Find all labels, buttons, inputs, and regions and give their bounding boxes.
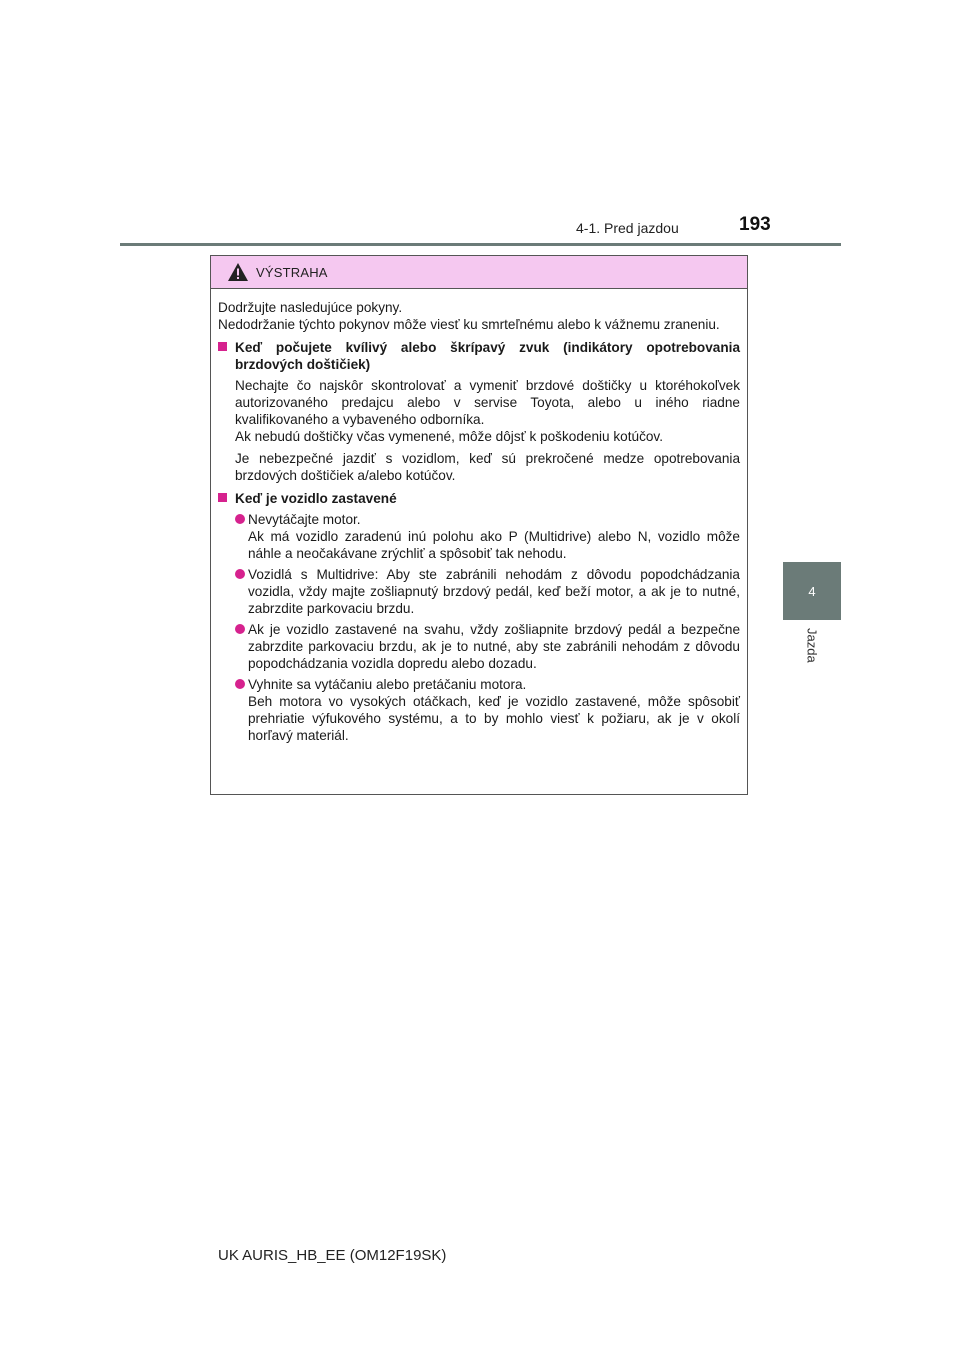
list-item <box>235 621 740 672</box>
warning-triangle-icon <box>227 262 249 282</box>
list-item-line-2: Beh motora vo vysokých otáčkach, keď je vozidlo zastavené, môže spôsobiť prehriatie výfukového systému, a to by mohlo viesť k požiaru, ak je v okolí horľavý materiál. <box>248 694 740 743</box>
brake-pads-text-b: Ak nebudú doštičky včas vymenené, môže dôjsť k poškodeniu kotúčov. <box>235 429 663 444</box>
chapter-label-text: Jazda <box>804 628 820 663</box>
section-heading-brake-noise <box>218 339 740 373</box>
chapter-tab <box>783 562 841 620</box>
list-item-line-2: Ak má vozidlo zaradenú inú polohu ako P (Multidrive) alebo N, vozidlo môže náhle a neočakávane zrýchliť a spôsobiť tak nehodu. <box>248 529 740 561</box>
brake-pads-paragraph <box>235 377 740 445</box>
intro-line-1: Dodržujte nasledujúce pokyny. <box>218 300 403 315</box>
section-heading-vehicle-stopped <box>218 490 740 507</box>
warning-box <box>210 255 748 795</box>
list-item <box>235 676 740 744</box>
brake-pads-text-a: Nechajte čo najskôr skontrolovať a vymeniť brzdové doštičky u ktoréhokoľvek autorizovaného predajcu alebo v servise Toyota, alebo u iného riadne kvalifikovaného a vybaveného odborníka. <box>235 378 740 427</box>
footer-document-code: UK AURIS_HB_EE (OM12F19SK) <box>218 1247 447 1264</box>
page-number: 193 <box>739 214 771 235</box>
header-rule <box>120 243 841 246</box>
list-item-line-1: Vyhnite sa vytáčaniu alebo pretáčaniu motora. <box>248 677 527 692</box>
warning-header <box>211 256 747 289</box>
warning-intro <box>218 299 740 333</box>
chapter-tab-number: 4 <box>808 583 816 599</box>
list-item-text <box>248 676 740 744</box>
list-item <box>235 511 740 562</box>
warning-body <box>211 289 747 744</box>
intro-line-2: Nedodržanie týchto pokynov môže viesť ku smrteľnému alebo k vážnemu zraneniu. <box>218 317 720 332</box>
list-item-text <box>248 566 740 617</box>
list-item-text <box>248 621 740 672</box>
round-bullet-icon <box>235 569 248 579</box>
chapter-tab-label <box>783 628 841 663</box>
warning-title: VÝSTRAHA <box>256 264 328 280</box>
list-item-text <box>248 511 740 562</box>
list-item <box>235 566 740 617</box>
round-bullet-icon <box>235 679 248 689</box>
section-heading-text: Keď je vozidlo zastavené <box>235 491 397 506</box>
wear-limit-paragraph: Je nebezpečné jazdiť s vozidlom, keď sú prekročené medze opotrebovania brzdových doštičiek a/alebo kotúčov. <box>235 451 740 483</box>
list-item-line-1: Ak je vozidlo zastavené na svahu, vždy zošliapnite brzdový pedál a bezpečne zabrzdite parkovaciu brzdu, ak je to nutné, aby ste zabránili nehodám z dôvodu popodchádzania vozidla dopredu alebo dozadu. <box>248 622 740 671</box>
square-bullet-icon <box>218 342 229 351</box>
header-section-title: 4-1. Pred jazdou <box>576 220 679 236</box>
list-item-line-1: Nevytáčajte motor. <box>248 512 361 527</box>
list-item-line-1: Vozidlá s Multidrive: Aby ste zabránili nehodám z dôvodu popodchádzania vozidla, vždy majte zošliapnutý brzdový pedál, keď beží motor, a ak je to nutné, zabrzdite parkovaciu brzdu. <box>248 567 740 616</box>
square-bullet-icon <box>218 493 229 502</box>
round-bullet-icon <box>235 514 248 524</box>
round-bullet-icon <box>235 624 248 634</box>
section-heading-text: Keď počujete kvílivý alebo škrípavý zvuk (indikátory opotrebovania brzdových doštičiek) <box>235 340 740 372</box>
